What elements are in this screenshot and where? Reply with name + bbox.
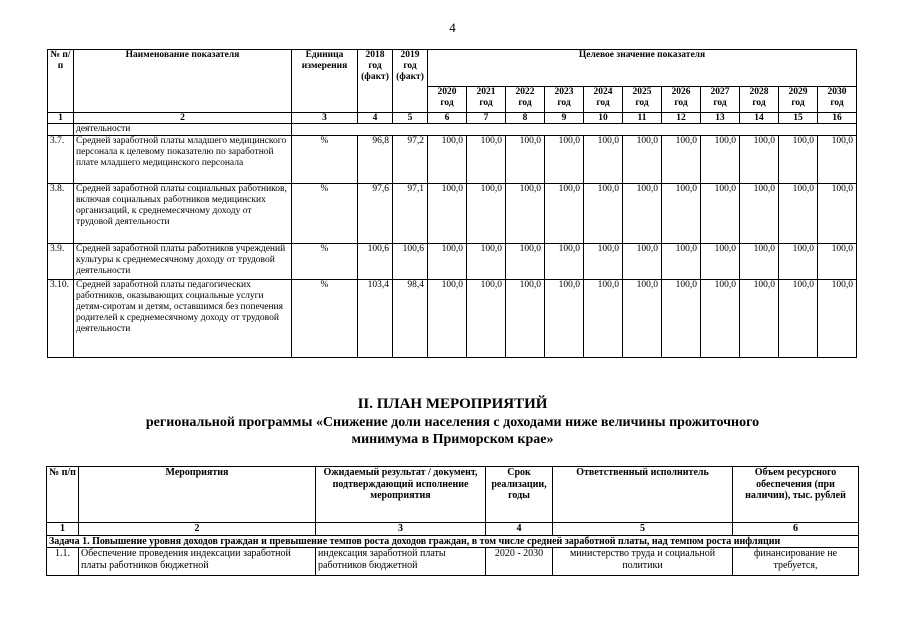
plan-column-index: 4 xyxy=(486,523,553,536)
row-num: 3.8. xyxy=(48,184,74,244)
row-unit: % xyxy=(292,280,358,358)
row-target: 100,0 xyxy=(740,280,779,358)
row-target: 100,0 xyxy=(623,244,662,280)
header-year: 2029 год xyxy=(779,87,818,113)
column-index: 1 xyxy=(48,113,74,124)
column-index: 14 xyxy=(740,113,779,124)
table-row xyxy=(48,184,857,244)
row-2019: 100,6 xyxy=(393,244,428,280)
row-target: 100,0 xyxy=(779,280,818,358)
row-2018: 96,8 xyxy=(358,136,393,184)
task-row: Задача 1. Повышение уровня доходов граждан и превышение темпов роста доходов граждан, в том числе средней заработной платы, над темпом роста инфляции xyxy=(47,535,859,548)
row-target: 100,0 xyxy=(779,244,818,280)
header-year: 2022 год xyxy=(506,87,545,113)
row-num: 3.7. xyxy=(48,136,74,184)
row-target: 100,0 xyxy=(662,280,701,358)
header-2018: 2018 год (факт) xyxy=(358,50,393,113)
header-year: 2028 год xyxy=(740,87,779,113)
row-unit: % xyxy=(292,136,358,184)
row-target: 100,0 xyxy=(467,280,506,358)
column-index: 2 xyxy=(74,113,292,124)
row-2018: 100,6 xyxy=(358,244,393,280)
plan-column-index: 2 xyxy=(79,523,316,536)
row-target: 100,0 xyxy=(467,184,506,244)
row-target: 100,0 xyxy=(623,184,662,244)
row-unit: % xyxy=(292,244,358,280)
column-index: 8 xyxy=(506,113,545,124)
column-index: 7 xyxy=(467,113,506,124)
plan-header-executor: Ответственный исполнитель xyxy=(553,467,733,523)
column-index: 5 xyxy=(393,113,428,124)
table-row xyxy=(48,136,857,184)
row-target: 100,0 xyxy=(662,184,701,244)
row-target: 100,0 xyxy=(467,136,506,184)
column-index: 6 xyxy=(428,113,467,124)
plan-row-executor: министерство труда и социальной политики xyxy=(553,548,733,576)
row-target: 100,0 xyxy=(818,244,857,280)
column-index: 11 xyxy=(623,113,662,124)
row-target: 100,0 xyxy=(584,184,623,244)
row-num: 3.10. xyxy=(48,280,74,358)
row-target: 100,0 xyxy=(428,244,467,280)
plan-header-funding: Объем ресурсного обеспечения (при наличии), тыс. рублей xyxy=(733,467,859,523)
row-target: 100,0 xyxy=(818,280,857,358)
row-target: 100,0 xyxy=(662,244,701,280)
header-year: 2021 год xyxy=(467,87,506,113)
header-2019: 2019 год (факт) xyxy=(393,50,428,113)
header-year: 2023 год xyxy=(545,87,584,113)
row-target: 100,0 xyxy=(623,136,662,184)
row-target: 100,0 xyxy=(818,136,857,184)
plan-header-num: № п/п xyxy=(47,467,79,523)
column-index: 9 xyxy=(545,113,584,124)
row-target: 100,0 xyxy=(506,244,545,280)
page-number: 4 xyxy=(449,20,456,35)
plan-column-index: 3 xyxy=(316,523,486,536)
plan-row-num: 1.1. xyxy=(47,548,79,576)
row-target: 100,0 xyxy=(584,136,623,184)
row-target: 100,0 xyxy=(740,244,779,280)
section-heading: II. ПЛАН МЕРОПРИЯТИЙ xyxy=(357,396,548,412)
row-target: 100,0 xyxy=(506,136,545,184)
plan-header-result: Ожидаемый результат / документ, подтверждающий исполнение мероприятия xyxy=(316,467,486,523)
row-target: 100,0 xyxy=(701,280,740,358)
row-name: Средней заработной платы работников учреждений культуры к среднемесячному доходу от трудовой деятельности xyxy=(74,244,292,280)
row-name: Средней заработной платы социальных работников, включая социальных работников медицинских организаций, к среднемесячному доходу от трудовой деятельности xyxy=(74,184,292,244)
column-index: 12 xyxy=(662,113,701,124)
row-name: Средней заработной платы педагогических работников, оказывающих социальные услуги детям-сиротам и детям, оставшимся без попечения родителей к среднемесячному доходу от трудовой деятельности xyxy=(74,280,292,358)
plan-row-term: 2020 - 2030 xyxy=(486,548,553,576)
row-target: 100,0 xyxy=(545,244,584,280)
section-subheading: региональной программы «Снижение доли населения с доходами ниже величины прожиточного минимума в Приморском крае» xyxy=(145,415,760,447)
plan-row-result: индексация заработной платы работников бюджетной xyxy=(316,548,486,576)
row-2019: 97,2 xyxy=(393,136,428,184)
column-index: 10 xyxy=(584,113,623,124)
plan-row-event: Обеспечение проведения индексации заработной платы работников бюджетной xyxy=(79,548,316,576)
header-year: 2020 год xyxy=(428,87,467,113)
header-unit: Единица измерения xyxy=(292,50,358,113)
header-year: 2026 год xyxy=(662,87,701,113)
row-target: 100,0 xyxy=(779,136,818,184)
plan-column-index: 1 xyxy=(47,523,79,536)
row-unit: % xyxy=(292,184,358,244)
row-target: 100,0 xyxy=(467,244,506,280)
row-target: 100,0 xyxy=(428,136,467,184)
row-2019: 98,4 xyxy=(393,280,428,358)
row-2019: 97,1 xyxy=(393,184,428,244)
column-index: 4 xyxy=(358,113,393,124)
plan-table xyxy=(46,466,859,576)
row-target: 100,0 xyxy=(701,184,740,244)
row-target: 100,0 xyxy=(545,184,584,244)
row-num: 3.9. xyxy=(48,244,74,280)
row-target: 100,0 xyxy=(623,280,662,358)
row-target: 100,0 xyxy=(506,280,545,358)
row-2018: 97,6 xyxy=(358,184,393,244)
row-target: 100,0 xyxy=(662,136,701,184)
table-row xyxy=(48,244,857,280)
row-target: 100,0 xyxy=(779,184,818,244)
column-index: 3 xyxy=(292,113,358,124)
row-name: Средней заработной платы младшего медицинского персонала к целевому показателю по заработной плате младшего медицинского персонала xyxy=(74,136,292,184)
header-target: Целевое значение показателя xyxy=(428,50,857,87)
row-target: 100,0 xyxy=(740,136,779,184)
column-index: 16 xyxy=(818,113,857,124)
row-target: 100,0 xyxy=(740,184,779,244)
plan-row-funding: финансирование не требуется, xyxy=(733,548,859,576)
plan-header-term: Срок реализации, годы xyxy=(486,467,553,523)
row-target: 100,0 xyxy=(506,184,545,244)
row-target: 100,0 xyxy=(701,136,740,184)
plan-header-event: Мероприятия xyxy=(79,467,316,523)
row-2018: 103,4 xyxy=(358,280,393,358)
header-year: 2030 год xyxy=(818,87,857,113)
row-target: 100,0 xyxy=(545,136,584,184)
continued-text: деятельности xyxy=(74,124,292,136)
row-target: 100,0 xyxy=(584,280,623,358)
row-target: 100,0 xyxy=(701,244,740,280)
header-num: № п/п xyxy=(48,50,74,113)
column-index: 15 xyxy=(779,113,818,124)
row-target: 100,0 xyxy=(428,184,467,244)
column-index: 13 xyxy=(701,113,740,124)
indicators-table xyxy=(47,49,857,358)
row-target: 100,0 xyxy=(545,280,584,358)
header-name: Наименование показателя xyxy=(74,50,292,113)
row-target: 100,0 xyxy=(818,184,857,244)
row-target: 100,0 xyxy=(428,280,467,358)
plan-column-index: 6 xyxy=(733,523,859,536)
plan-column-index: 5 xyxy=(553,523,733,536)
header-year: 2024 год xyxy=(584,87,623,113)
row-target: 100,0 xyxy=(584,244,623,280)
header-year: 2025 год xyxy=(623,87,662,113)
header-year: 2027 год xyxy=(701,87,740,113)
table-row xyxy=(48,280,857,358)
